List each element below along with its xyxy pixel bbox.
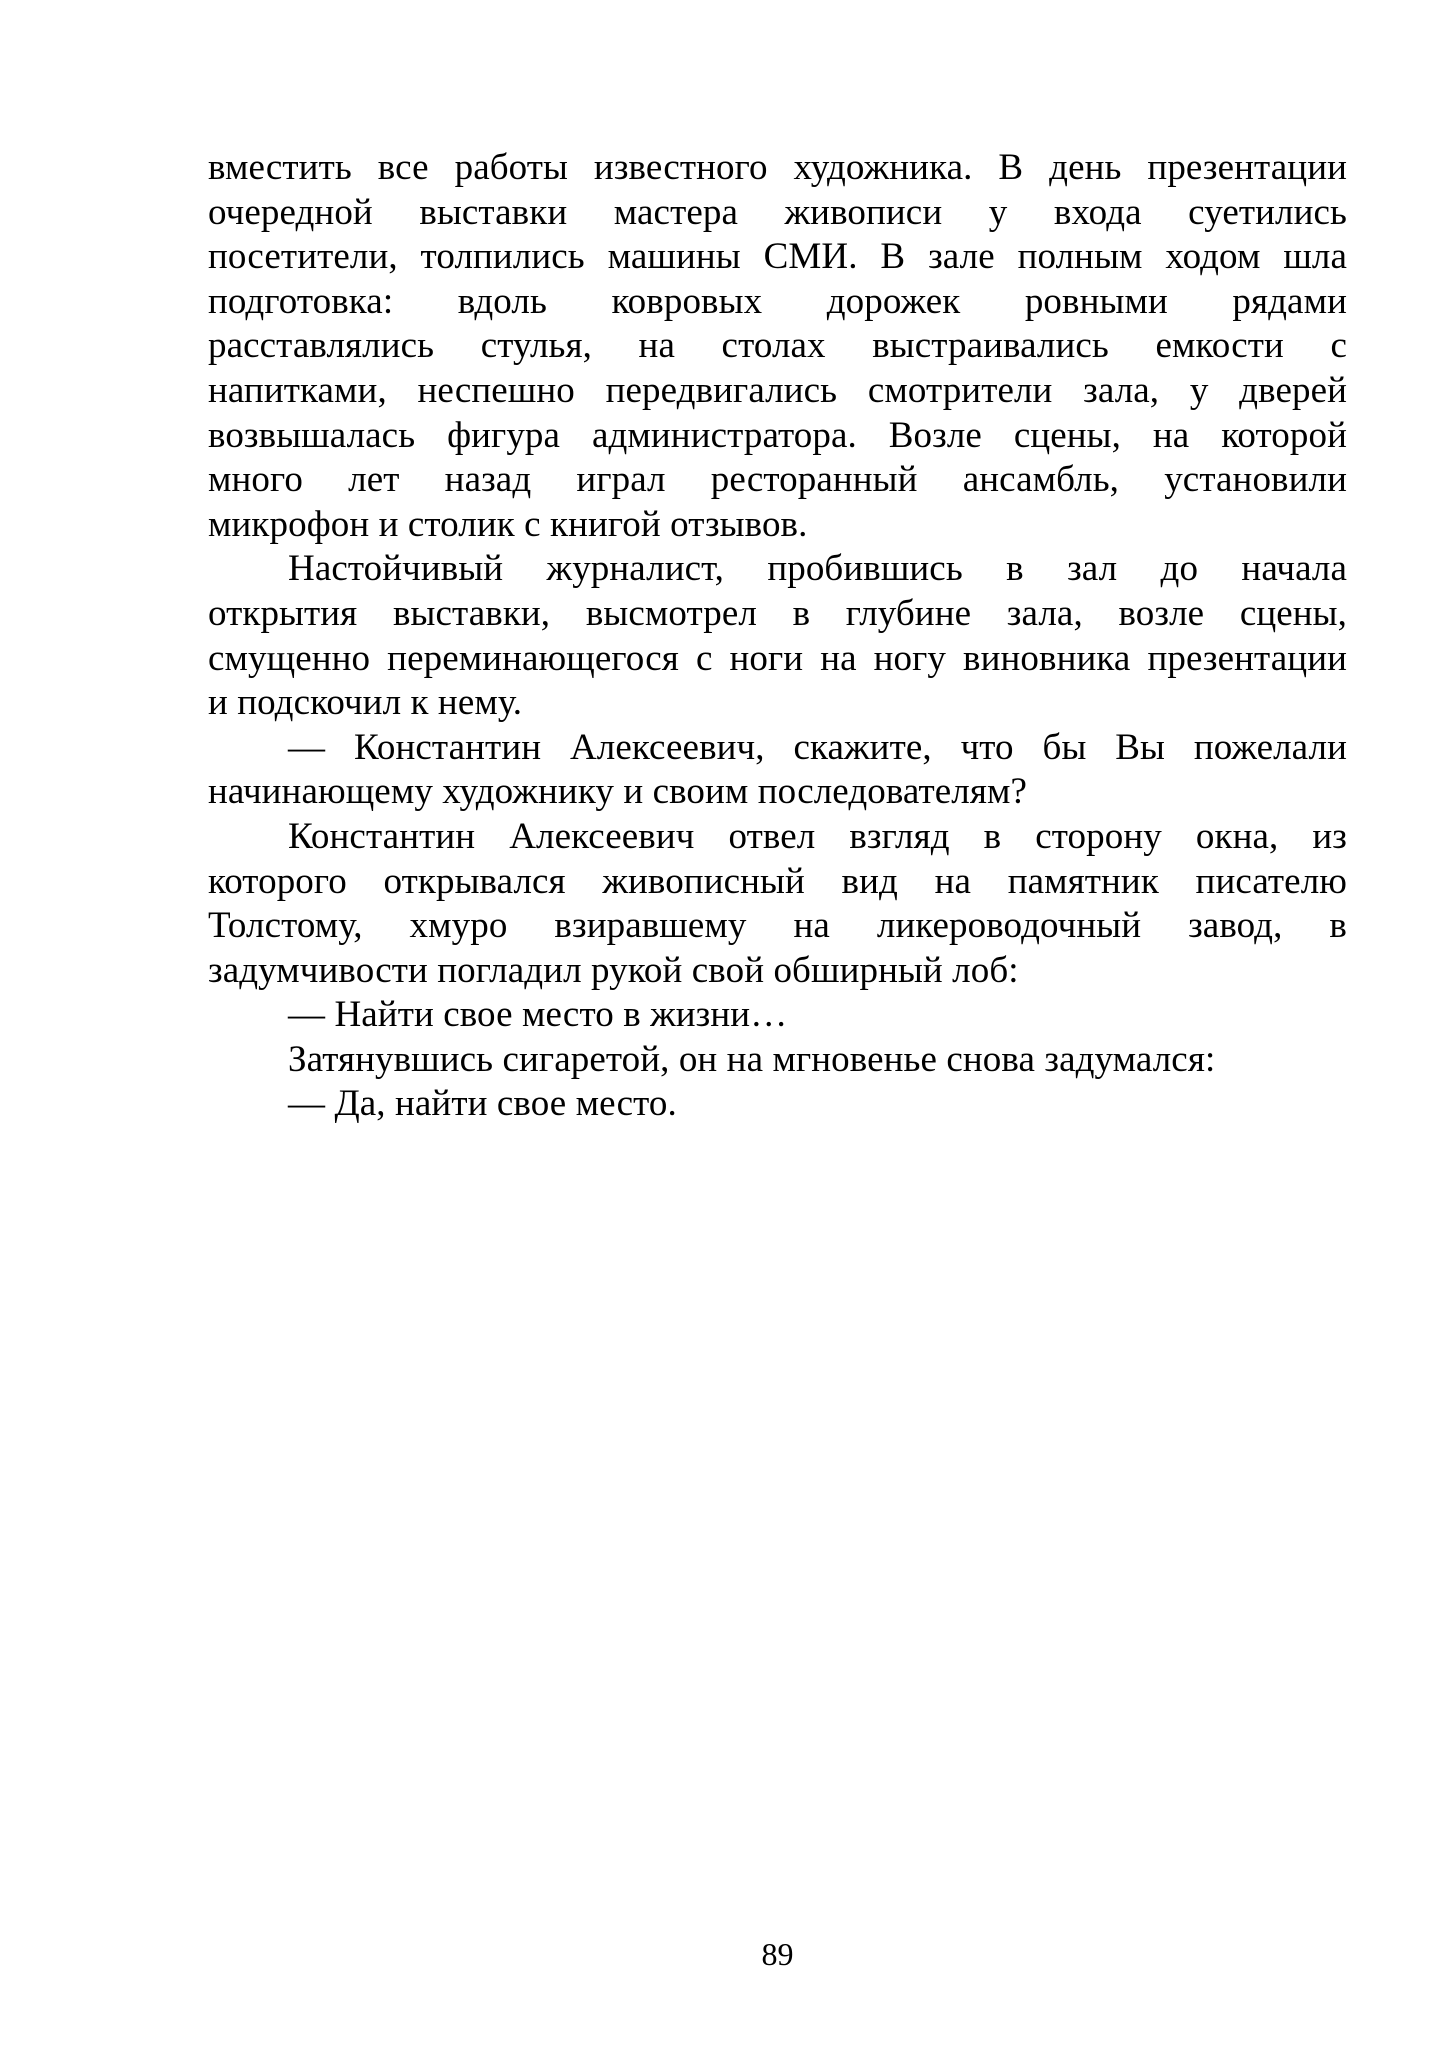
paragraph-dialogue [208,726,1347,815]
text-line: возвышалась фигура администратора. Возле сцены, на которой [208,414,1347,456]
text-line: — Да, найти свое место. [288,1083,677,1125]
text-line: посетители, толпились машины СМИ. В зале полным ходом шла [208,236,1347,278]
text-line: открытия выставки, высмотрел в глубине зала, возле сцены, [208,592,1347,634]
text-line: Толстому, хмуро взиравшему на ликероводочный завод, в [208,905,1347,947]
paragraph [208,1038,1347,1083]
text-line: — Найти свое место в жизни… [288,994,788,1036]
text-line: Настойчивый журналист, пробившись в зал до начала [288,548,1347,590]
text-line: очередной выставки мастера живописи у входа суетились [208,191,1347,233]
paragraph-dialogue [208,1082,1347,1127]
text-line: — Константин Алексеевич, скажите, что бы Вы пожелали [288,726,1347,768]
text-line: Затянувшись сигаретой, он на мгновенье снова задумался: [288,1038,1216,1080]
text-line: много лет назад играл ресторанный ансамбль, установили [208,459,1347,501]
text-block [208,146,1347,1127]
text-line: задумчивости погладил рукой свой обширный лоб: [208,949,1019,991]
text-line: расставлялись стулья, на столах выстраивались емкости с [208,325,1347,367]
paragraph-dialogue [208,993,1347,1038]
paragraph [208,547,1347,725]
page-number: 89 [761,1936,794,1972]
text-line: Константин Алексеевич отвел взгляд в сторону окна, из [288,815,1347,857]
text-line: смущенно переминающегося с ноги на ногу виновника презентации [208,637,1347,679]
text-line: которого открывался живописный вид на памятник писателю [208,860,1347,902]
text-line: начинающему художнику и своим последователям? [208,771,1028,813]
paragraph [208,146,1347,547]
text-line: напитками, неспешно передвигались смотрители зала, у дверей [208,369,1347,411]
paragraph [208,815,1347,993]
text-line: подготовка: вдоль ковровых дорожек ровными рядами [208,280,1347,322]
text-line: микрофон и столик с книгой отзывов. [208,503,808,545]
text-line: вместить все работы известного художника. В день презентации [208,147,1347,188]
text-line: и подскочил к нему. [208,682,523,724]
